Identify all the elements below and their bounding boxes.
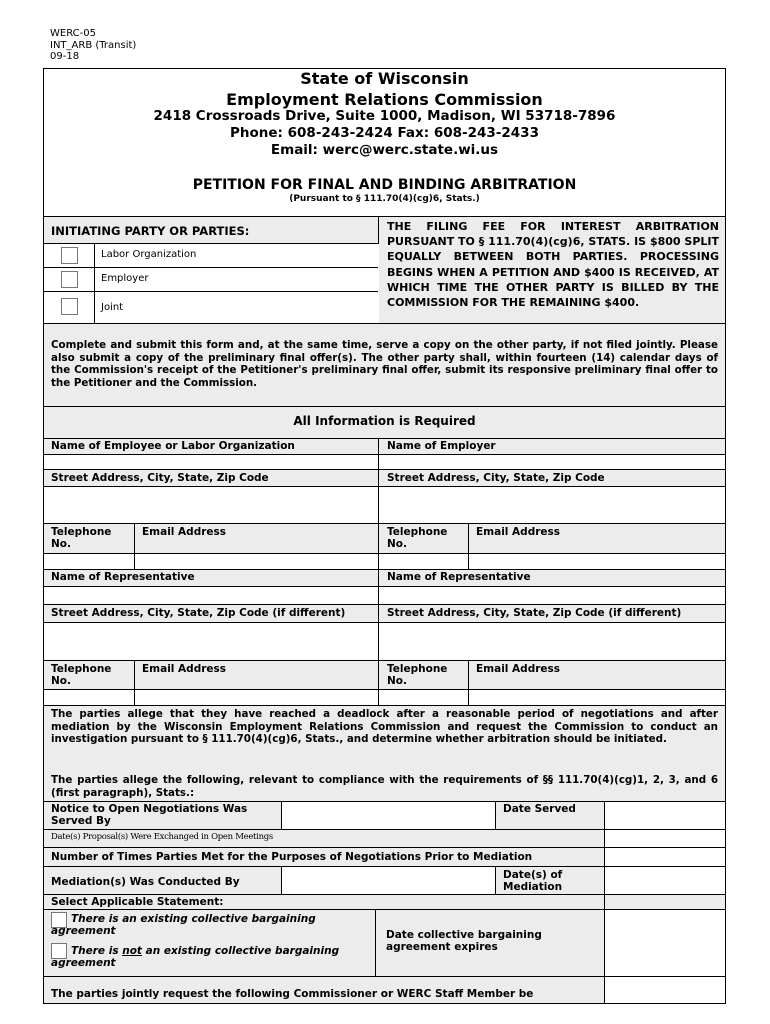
form-code-line3: 09-18 — [50, 51, 80, 62]
employer-rep-email-field[interactable] — [469, 690, 725, 705]
agency-name: Employment Relations Commission — [226, 90, 543, 109]
form-code-line1: WERC-05 — [50, 28, 96, 39]
employer-rep-email-label: Email Address — [476, 663, 561, 675]
employer-email-label: Email Address — [476, 526, 561, 538]
date-served-field[interactable] — [605, 802, 725, 829]
state-name: State of Wisconsin — [300, 69, 469, 88]
labor-organization-label: Labor Organization — [101, 249, 197, 260]
mediation-by-field[interactable] — [282, 867, 495, 894]
employee-rep-telephone-label: Telephone No. — [51, 663, 112, 687]
proposals-exchanged-label: Date(s) Proposal(s) Were Exchanged in Open Meetings — [51, 832, 273, 842]
mediation-dates-field[interactable] — [605, 867, 725, 894]
employer-telephone-label: Telephone No. — [387, 526, 448, 550]
employee-rep-street-label: Street Address, City, State, Zip Code (if different) — [51, 607, 346, 619]
mediation-dates-label: Date(s) of Mediation — [503, 869, 563, 893]
employee-rep-label: Name of Representative — [51, 571, 195, 583]
cba-expires-label: Date collective bargaining agreement expires — [386, 929, 542, 953]
employer-rep-field[interactable] — [379, 587, 725, 604]
form-code-line2: INT_ARB (Transit) — [50, 39, 137, 51]
employer-rep-street-label: Street Address, City, State, Zip Code (if different) — [387, 607, 682, 619]
employer-name-field[interactable] — [379, 455, 725, 469]
initiating-heading: INITIATING PARTY OR PARTIES: — [51, 224, 250, 238]
employee-email-field[interactable] — [135, 554, 378, 569]
employer-name-label: Name of Employer — [387, 440, 496, 452]
agency-address: 2418 Crossroads Drive, Suite 1000, Madison, WI 53718-7896 — [153, 108, 616, 124]
times-met-field[interactable] — [605, 848, 725, 866]
form-subtitle: (Pursuant to § 111.70(4)(cg)6, Stats.) — [289, 194, 480, 204]
allegation-compliance: The parties allege the following, relevant to compliance with the requirements of §§ 111.70(4)(cg)1, 2, 3, and 6 (first paragraph), Stats.: — [51, 774, 718, 799]
form-code — [50, 28, 136, 63]
employee-name-label: Name of Employee or Labor Organization — [51, 440, 295, 452]
employer-rep-label: Name of Representative — [387, 571, 531, 583]
joint-checkbox[interactable] — [61, 298, 78, 315]
employee-telephone-field[interactable] — [44, 554, 134, 569]
date-served-label: Date Served — [503, 803, 576, 815]
times-met-label: Number of Times Parties Met for the Purposes of Negotiations Prior to Mediation — [51, 851, 533, 863]
agency-email: Email: werc@werc.state.wi.us — [270, 142, 499, 158]
allegation-deadlock: The parties allege that they have reached a deadlock after a reasonable period of negotiations and after mediation by the Wisconsin Employment Relations Commission and request the Commission to conduct an investigation pursuant to § 111.70(4)(cg)6, Stats., and determine whether arbitration should be initiated. — [51, 708, 718, 746]
mediation-by-label: Mediation(s) Was Conducted By — [51, 876, 240, 888]
joint-label: Joint — [101, 302, 124, 313]
employee-rep-field[interactable] — [44, 587, 378, 604]
proposals-exchanged-field[interactable] — [605, 830, 725, 847]
form-title: PETITION FOR FINAL AND BINDING ARBITRATION — [192, 177, 577, 193]
info-heading: All Information is Required — [293, 414, 476, 428]
employee-name-field[interactable] — [44, 455, 378, 469]
employer-street-field[interactable] — [379, 487, 725, 523]
fee-notice: THE FILING FEE FOR INTEREST ARBITRATION PURSUANT TO § 111.70(4)(cg)6, STATS. IS $800 SPLIT EQUALLY BETWEEN BOTH PARTIES. PROCESSING BEGINS WHEN A PETITION AND $400 IS RECEIVED, AT WHICH TIME THE OTHER PARTY IS BILLED BY THE COMMISSION FOR THE REMAINING $400. — [387, 220, 719, 310]
agency-phone-fax: Phone: 608-243-2424 Fax: 608-243-2433 — [230, 125, 539, 141]
employee-rep-email-label: Email Address — [142, 663, 227, 675]
employee-rep-email-field[interactable] — [135, 690, 378, 705]
instructions: Complete and submit this form and, at the same time, serve a copy on the other party, if not filed jointly. Please also submit a copy of the preliminary final offer(s). The other party shall, within fourteen (14) calendar days of the Commission's receipt of the Petitioner's preliminary final offer, submit its responsive preliminary final offer to the Petitioner and the Commission. — [51, 339, 718, 389]
labor-organization-checkbox[interactable] — [61, 247, 78, 264]
employer-rep-telephone-field[interactable] — [379, 690, 468, 705]
employer-checkbox[interactable] — [61, 271, 78, 288]
no-cba-label: There is not an existing collective bargaining agreement — [51, 945, 340, 969]
employer-label: Employer — [101, 273, 149, 284]
notice-served-by-field[interactable] — [282, 802, 495, 829]
employer-email-field[interactable] — [469, 554, 725, 569]
select-statement-label: Select Applicable Statement: — [51, 896, 224, 908]
joint-request-field[interactable] — [605, 977, 725, 1003]
employee-street-field[interactable] — [44, 487, 378, 523]
employee-rep-street-field[interactable] — [44, 623, 378, 660]
existing-cba-label: There is an existing collective bargaining agreement — [51, 913, 316, 937]
notice-served-by-label: Notice to Open Negotiations Was Served By — [51, 803, 248, 827]
employer-street-label: Street Address, City, State, Zip Code — [387, 472, 605, 484]
employee-street-label: Street Address, City, State, Zip Code — [51, 472, 269, 484]
employer-rep-telephone-label: Telephone No. — [387, 663, 448, 687]
employee-rep-telephone-field[interactable] — [44, 690, 134, 705]
employee-telephone-label: Telephone No. — [51, 526, 112, 550]
cba-expires-field[interactable] — [605, 910, 725, 976]
employer-telephone-field[interactable] — [379, 554, 468, 569]
employee-email-label: Email Address — [142, 526, 227, 538]
joint-request-label: The parties jointly request the following Commissioner or WERC Staff Member be — [51, 988, 534, 1000]
employer-rep-street-field[interactable] — [379, 623, 725, 660]
